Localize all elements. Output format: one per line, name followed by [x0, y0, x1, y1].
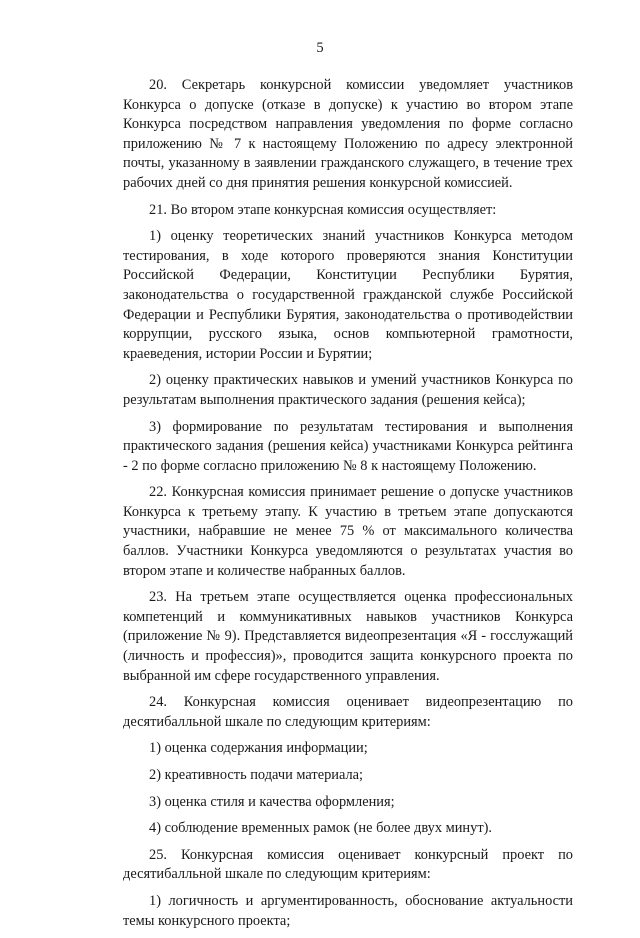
paragraph-24: 24. Конкурсная комиссия оценивает видеопрезентацию по десятибалльной шкале по следующим критериям:	[123, 694, 573, 730]
paragraph-20: 20. Секретарь конкурсной комиссии уведомляет участников Конкурса о допуске (отказе в допуске) к участию во втором этапе Конкурса посредством направления уведомления по форме согласно приложению № 7 к настоящему Положению по адресу электронной почты, указанному в заявлении гражданского служащего, в течение трех рабочих дней со дня принятия решения конкурсной комиссией.	[123, 77, 573, 191]
paragraph-25: 25. Конкурсная комиссия оценивает конкурсный проект по десятибалльной шкале по следующим критериям:	[123, 846, 573, 883]
paragraph-24-item-4: 4) соблюдение временных рамок (не более двух минут).	[149, 820, 492, 837]
paragraph-21-item-2: 2) оценку практических навыков и умений участников Конкурса по результатам выполнения практического задания (решения кейса);	[123, 372, 573, 408]
paragraph-24-item-2: 2) креативность подачи материала;	[149, 767, 364, 783]
paragraph-23: 23. На третьем этапе осуществляется оценка профессиональных компетенций и коммуникативных навыков участников Конкурса (приложение № 9). Представляется видеопрезентация «Я - госслужащий (личность и профессия)», проводится защита конкурсного проекта по выбранной им сфере государственного управления.	[123, 589, 573, 684]
paragraph-22: 22. Конкурсная комиссия принимает решение о допуске участников Конкурса к третьему этапу. К участию в третьем этапе допускаются участники, набравшие не менее 75 % от максимального количества баллов. Участники Конкурса уведомляются о результатах участия во втором этапе и количестве набранных баллов.	[123, 484, 573, 579]
paragraph-24-item-3: 3) оценка стиля и качества оформления;	[149, 793, 395, 810]
paragraph-25-item-1: 1) логичность и аргументированность, обоснование актуальности темы конкурсного проекта;	[123, 892, 573, 929]
paragraph-24-item-1: 1) оценка содержания информации;	[149, 740, 368, 757]
paragraph-21-item-3: 3) формирование по результатам тестирования и выполнения практического задания (решения кейса) участниками Конкурса рейтинга - 2 по форме согласно приложению № 8 к настоящему Положению.	[123, 418, 573, 474]
paragraph-21: 21. Во втором этапе конкурсная комиссия осуществляет:	[149, 201, 497, 218]
document-body	[123, 76, 573, 938]
paragraph-21-item-1: 1) оценку теоретических знаний участников Конкурса методом тестирования, в ходе которого проверяются знания Конституции Российской Федерации, Конституции Республики Бурятия, законодательства о государственной гражданской службе Российской Федерации и Республики Бурятия, законодательства о противодействии коррупции, русского языка, основ компьютерной грамотности, краеведения, истории России и Бурятии;	[123, 228, 573, 362]
page-number: 5	[316, 40, 324, 56]
